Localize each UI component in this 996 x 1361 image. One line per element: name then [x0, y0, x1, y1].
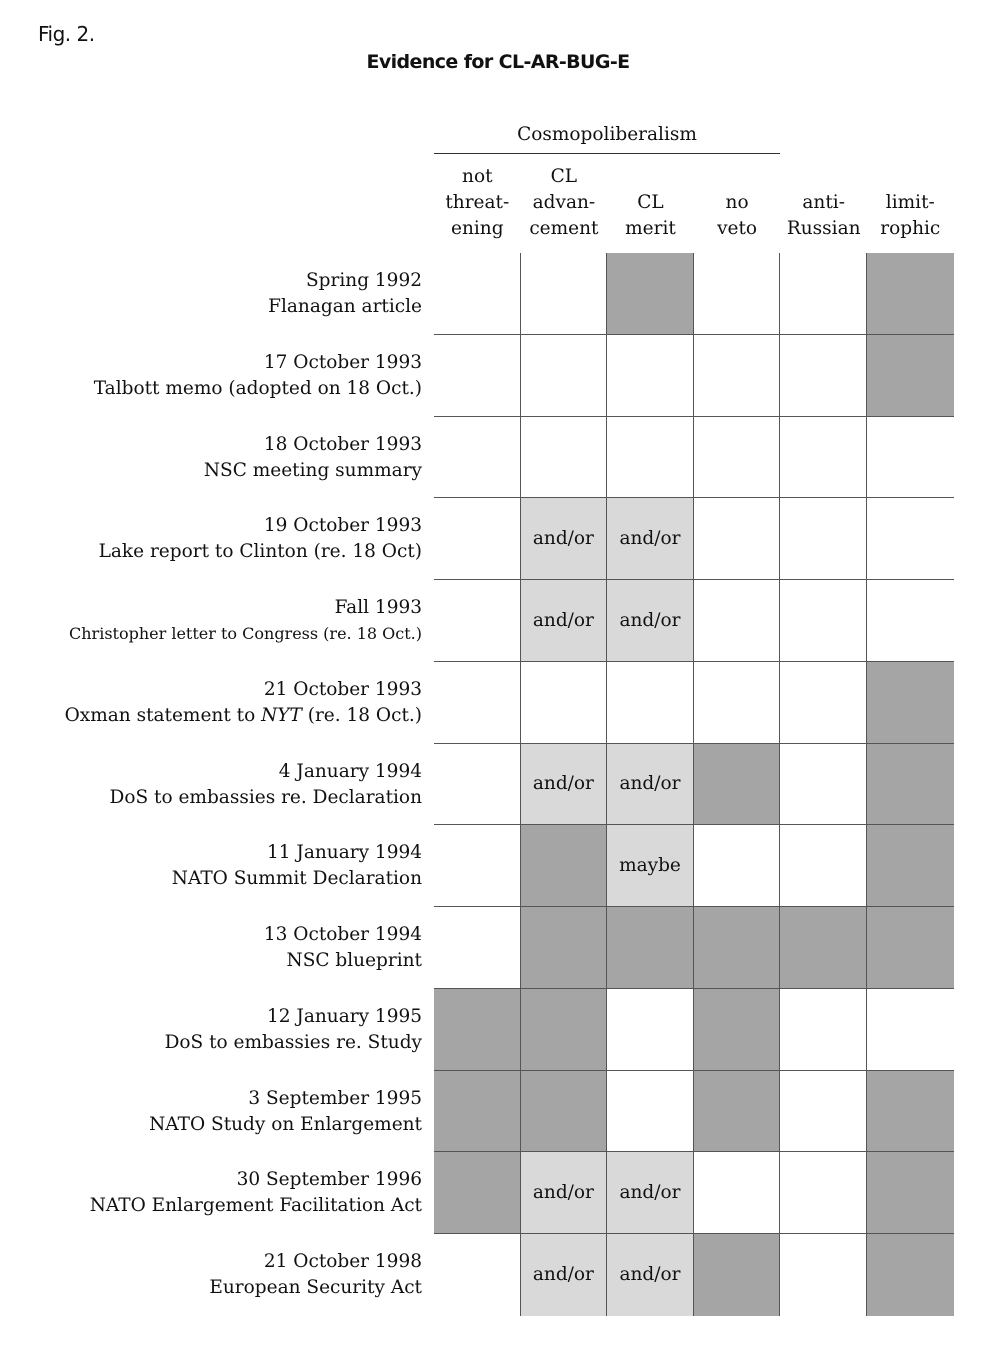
column-header-cl-advancement: CL advan- cement	[529, 166, 599, 239]
grid-cell-cl-merit: and/or	[607, 1152, 694, 1234]
grid-cell-cl-merit	[607, 253, 694, 335]
grid-cell-limitrophic	[867, 580, 954, 662]
row-label	[0, 744, 422, 826]
row-source	[99, 539, 422, 565]
row-date: 21 October 1998	[263, 1251, 422, 1272]
row-label	[0, 253, 422, 335]
row-date: 3 September 1995	[248, 1087, 422, 1109]
grid-cell-not-threatening	[434, 498, 521, 580]
grid-cell-cl-advancement	[521, 1071, 608, 1153]
grid-cell-cl-merit	[607, 1071, 694, 1153]
grid-cell-no-veto	[694, 1234, 781, 1316]
figure-title	[0, 51, 996, 73]
row-source-text: Talbott memo (adopted on 18 Oct.)	[93, 377, 422, 399]
row-label	[0, 1234, 422, 1316]
row-date: 4 January 1994	[278, 760, 422, 782]
row-date: 11 January 1994	[267, 842, 422, 864]
row-date: 18 October 1993	[263, 433, 422, 455]
grid-cell-not-threatening	[434, 1152, 521, 1234]
grid-cell-cl-merit: maybe	[607, 825, 694, 907]
grid-cell-limitrophic	[867, 1234, 954, 1316]
grid-cell-not-threatening	[434, 1071, 521, 1153]
row-source-text: DoS to embassies re. Study	[164, 1031, 422, 1053]
row-date: 19 October 1993	[263, 515, 422, 537]
row-label	[0, 580, 422, 662]
grid-cell-anti-russian	[780, 907, 867, 989]
grid-cell-cl-merit: and/or	[607, 580, 694, 662]
grid-cell-no-veto	[694, 417, 781, 499]
row-label	[0, 417, 422, 499]
grid-cell-limitrophic	[867, 335, 954, 417]
column-headers	[434, 162, 954, 242]
row-date: Spring 1992	[306, 270, 422, 291]
row-source	[149, 1112, 422, 1138]
grid-cell-cl-advancement	[521, 253, 608, 335]
row-source-text: Flanagan article	[268, 296, 422, 317]
evidence-grid	[434, 253, 954, 1316]
row-label	[0, 825, 422, 907]
grid-cell-cl-advancement	[521, 907, 608, 989]
row-source-text: NSC meeting summary	[203, 459, 422, 481]
column-header-no-veto: no veto	[717, 192, 758, 239]
grid-cell-cl-advancement: and/or	[521, 498, 608, 580]
row-source-text: NATO Summit Declaration	[171, 868, 422, 890]
grid-cell-cl-merit	[607, 907, 694, 989]
grid-cell-anti-russian	[780, 417, 867, 499]
grid-cell-anti-russian	[780, 1234, 867, 1316]
grid-cell-limitrophic	[867, 989, 954, 1071]
grid-cell-not-threatening	[434, 907, 521, 989]
grid-cell-not-threatening	[434, 825, 521, 907]
grid-cell-anti-russian	[780, 1071, 867, 1153]
row-source-text: NATO Study on Enlargement	[149, 1113, 422, 1135]
grid-cell-no-veto	[694, 989, 781, 1071]
row-label	[0, 907, 422, 989]
grid-cell-not-threatening	[434, 417, 521, 499]
grid-cell-no-veto	[694, 907, 781, 989]
column-header-anti-russian: anti- Russian	[786, 192, 861, 239]
row-date: 13 October 1994	[263, 924, 422, 945]
grid-cell-limitrophic	[867, 662, 954, 744]
grid-cell-no-veto	[694, 580, 781, 662]
grid-cell-cl-merit: and/or	[607, 498, 694, 580]
row-source	[287, 948, 422, 974]
row-date: Fall 1993	[334, 597, 422, 618]
grid-cell-limitrophic	[867, 1152, 954, 1234]
grid-cell-anti-russian	[780, 580, 867, 662]
grid-cell-anti-russian	[780, 662, 867, 744]
grid-cell-no-veto	[694, 744, 781, 826]
grid-cell-not-threatening	[434, 989, 521, 1071]
row-date: 12 January 1995	[267, 1005, 422, 1027]
row-source-text: DoS to embassies re. Declaration	[109, 786, 422, 808]
grid-cell-no-veto	[694, 662, 781, 744]
row-date: 17 October 1993	[263, 351, 422, 373]
grid-cell-not-threatening	[434, 662, 521, 744]
row-source-italic: NYT	[261, 704, 302, 726]
grid-cell-limitrophic	[867, 907, 954, 989]
row-label	[0, 989, 422, 1071]
grid-cell-cl-merit	[607, 417, 694, 499]
grid-cell-limitrophic	[867, 253, 954, 335]
grid-cell-no-veto	[694, 1071, 781, 1153]
grid-cell-cl-advancement: and/or	[521, 744, 608, 826]
grid-cell-cl-merit: and/or	[607, 1234, 694, 1316]
grid-cell-cl-advancement	[521, 335, 608, 417]
figure-label: Fig. 2.	[38, 22, 95, 46]
grid-cell-cl-advancement	[521, 662, 608, 744]
grid-cell-anti-russian	[780, 825, 867, 907]
grid-cell-cl-merit: and/or	[607, 744, 694, 826]
grid-cell-not-threatening	[434, 335, 521, 417]
grid-cell-not-threatening	[434, 253, 521, 335]
group-header-cosmopoliberalism: Cosmopoliberalism	[434, 122, 780, 154]
row-source	[204, 458, 422, 484]
grid-cell-no-veto	[694, 335, 781, 417]
grid-cell-cl-advancement: and/or	[521, 1234, 608, 1316]
grid-cell-limitrophic	[867, 417, 954, 499]
row-source	[268, 294, 422, 320]
row-label	[0, 498, 422, 580]
grid-cell-anti-russian	[780, 744, 867, 826]
grid-cell-cl-advancement	[521, 825, 608, 907]
grid-cell-not-threatening	[434, 1234, 521, 1316]
grid-cell-limitrophic	[867, 825, 954, 907]
column-header-not-threatening: not threat- ening	[445, 166, 510, 239]
grid-cell-not-threatening	[434, 744, 521, 826]
row-label	[0, 1071, 422, 1153]
row-date: 21 October 1993	[263, 678, 422, 700]
row-source	[69, 621, 422, 647]
row-date: 30 September 1996	[236, 1169, 422, 1191]
grid-cell-not-threatening	[434, 580, 521, 662]
row-label	[0, 662, 422, 744]
grid-cell-anti-russian	[780, 989, 867, 1071]
grid-cell-no-veto	[694, 498, 781, 580]
grid-cell-anti-russian	[780, 498, 867, 580]
row-label	[0, 1152, 422, 1234]
grid-cell-no-veto	[694, 825, 781, 907]
grid-cell-no-veto	[694, 1152, 781, 1234]
row-source	[110, 785, 423, 811]
row-source-text: NATO Enlargement Facilitation Act	[89, 1195, 422, 1217]
grid-cell-anti-russian	[780, 253, 867, 335]
row-label	[0, 335, 422, 417]
grid-cell-cl-merit	[607, 335, 694, 417]
grid-cell-cl-advancement: and/or	[521, 580, 608, 662]
row-source	[165, 1030, 422, 1056]
grid-cell-cl-advancement	[521, 989, 608, 1071]
column-header-cl-merit: CL merit	[625, 192, 676, 239]
grid-cell-no-veto	[694, 253, 781, 335]
column-header-limitrophic: limit- rophic	[880, 192, 941, 239]
grid-cell-cl-advancement: and/or	[521, 1152, 608, 1234]
figure-title-text: Evidence for CL-AR-BUG-E	[366, 51, 630, 73]
grid-cell-cl-advancement	[521, 417, 608, 499]
row-source-text: European Security Act	[209, 1277, 422, 1298]
row-source	[172, 866, 422, 892]
grid-cell-cl-merit	[607, 989, 694, 1071]
grid-cell-limitrophic	[867, 744, 954, 826]
row-source	[209, 1275, 422, 1301]
row-source	[90, 1193, 422, 1219]
row-source-text: Lake report to Clinton (re. 18 Oct)	[98, 541, 422, 563]
grid-cell-cl-merit	[607, 662, 694, 744]
row-source-text: NSC blueprint	[286, 950, 422, 971]
grid-cell-limitrophic	[867, 1071, 954, 1153]
row-source-suffix: (re. 18 Oct.)	[301, 704, 422, 726]
grid-cell-anti-russian	[780, 335, 867, 417]
row-source	[65, 703, 422, 729]
row-source-text: Oxman statement to	[64, 704, 262, 726]
row-source	[94, 376, 422, 402]
grid-cell-limitrophic	[867, 498, 954, 580]
grid-cell-anti-russian	[780, 1152, 867, 1234]
row-source-text: Christopher letter to Congress (re. 18 Oct.)	[69, 624, 422, 643]
